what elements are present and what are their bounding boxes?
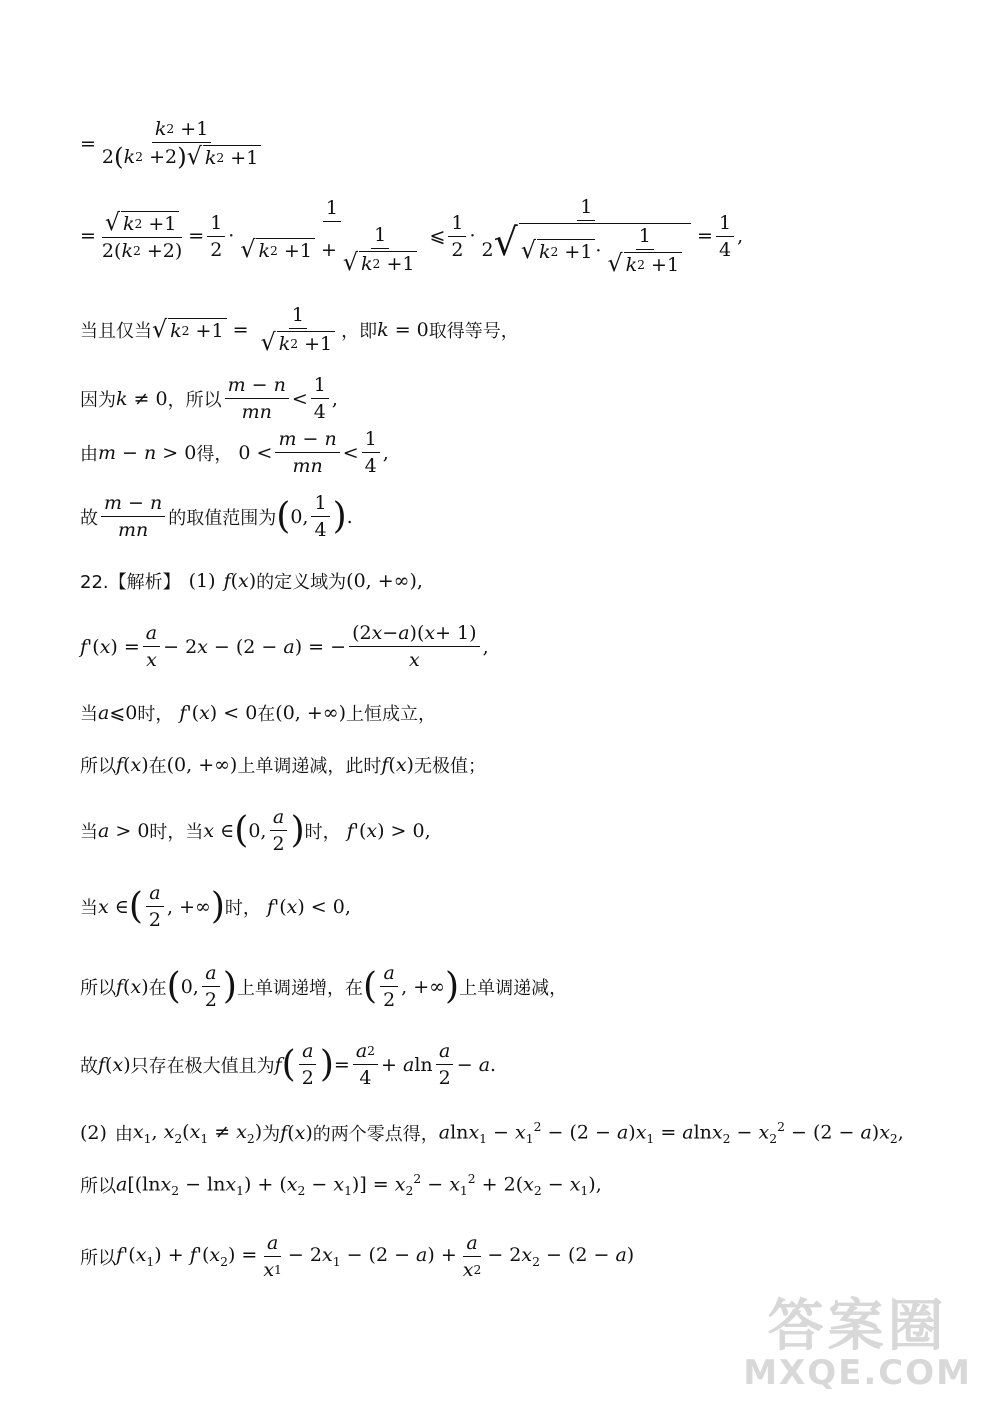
equation-line-14: 当 x ∈ ( $\frac{a}{2}$ , +∞ ) 时， f'(x) < 0, [80,882,351,931]
question-number: 22.【解析】 [80,572,181,593]
equation-line-12: 所以 f(x) 在 (0, +∞) 上单调递减，此时 f(x) 无极值； [80,754,486,777]
equation-line-7: 由 m − n > 0 得， 0 < $\frac{m - n}{mn}$ < $\frac{1}{4}$ , [80,428,389,477]
equation-line-13: 当 a > 0 时，当 x ∈ ( 0, $\frac{a}{2}$ ) 时， f'(x) > 0, [80,806,431,855]
equation-line-17: (2) 由 $x_1$, $x_2(x_1 \ne x_2)$ 为 f(x) 的两个零点得， $alnx_1 - x_1^2 - (2 - a)x_1 = alnx_2 - x_2^2 - (2 - a)x_2$, [80,1120,904,1147]
watermark-bottom-text: MXQE.COM [743,1352,972,1393]
equation-line-5: 当且仅当 √ k 2 +1 = 1 √ k 2 +1 ，即 k = 0 取得等号， [80,304,519,356]
part-1-label: (1) [188,570,216,592]
equation-line-6: 因为 k ≠ 0 ，所以 $\frac{m - n}{mn}$ < $\frac{1}{4}$ , [80,374,338,423]
equation-line-1: = k 2 +1 2 ( k 2 +2 ) √ k 2 +1 [80,118,267,170]
equation-line-18: 所以 $a[(\ln x_2 - \ln x_1) + (x_2 - x_1)] = x_2^2 - x_1^2 + 2(x_2 - x_1)$, [80,1172,602,1199]
equation-line-16: 故 f(x) 只存在极大值且为 f ( $\frac{a}{2}$ ) = a 2 4 + aln $\frac{a}{2}$ − a. [80,1040,497,1089]
equation-line-19: 所以 $f'(x_1) + f'(x_2)$ = a x 1 − $2x_1 - (2 - a)$ + a x 2 − $2x_2 - (2 - a)$ [80,1232,635,1281]
watermark-logo [743,1293,972,1393]
equation-line-2: = √ k 2 +1 2( k 2 +2) = $\frac{1}{2}$ · 1 √ k 2 +1 + 1 √ k 2 +1 ⩽ $\frac{1}{2}$ · 1 2 √ √ k 2 +1 · 1 √ k 2 +1 = $\frac{1}{4}$ , [80,196,744,277]
equation-line-8: 故 $\frac{m - n}{mn}$ 的取值范围为 ( 0, $\frac{1}{4}$ ) . [80,492,353,541]
equation-line-10: f'(x) = $\frac{a}{x}$ − 2x − (2 − a) = − (2 x − a )( x + 1) x , [80,622,489,671]
equation-line-11: 当 a⩽0 时， f'(x) < 0 在 (0, +∞) 上恒成立， [80,702,437,725]
part-2-label: (2) [80,1122,107,1145]
question-22-header: 22.【解析】 (1) f(x) 的定义域为 (0, +∞), [80,570,423,593]
fraction: k 2 +1 2 ( k 2 +2 ) √ k 2 +1 [99,118,264,170]
equation-line-15: 所以 f(x) 在 ( 0, $\frac{a}{2}$ ) 上单调递增，在 ( $\frac{a}{2}$ , +∞ ) 上单调递减， [80,962,568,1011]
watermark-top-text: 答案圈 [767,1293,948,1359]
